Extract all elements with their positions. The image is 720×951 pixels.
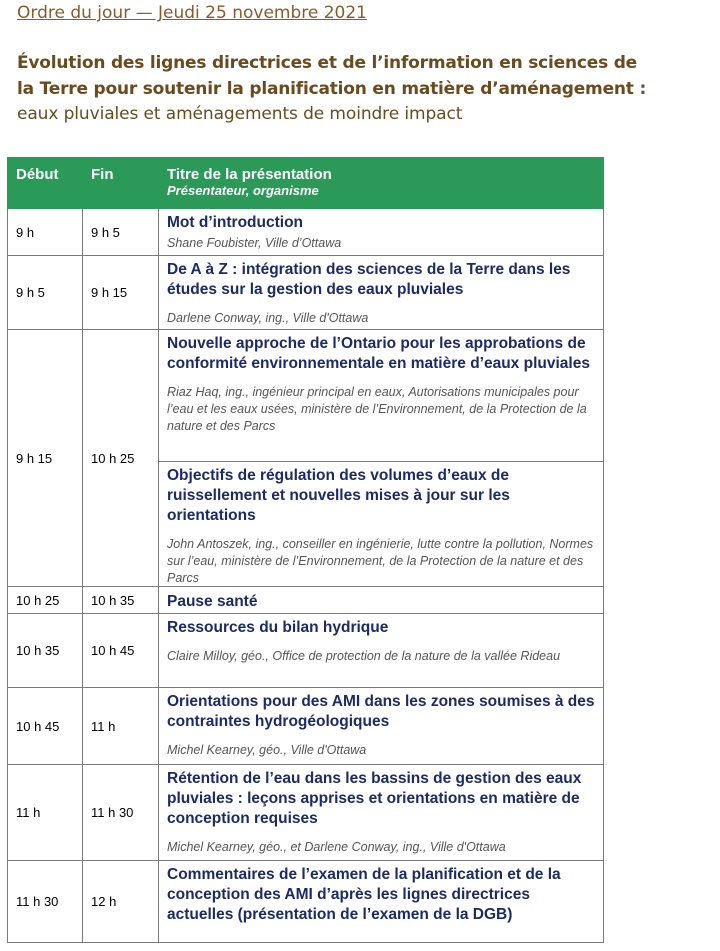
row-presentation (159, 765, 604, 861)
presentation-block (167, 209, 595, 254)
row-end-time: 10 h 35 (83, 587, 159, 614)
presenter-organization: Michel Kearney, géo., et Darlene Conway, ing., Ville d'Ottawa (167, 840, 506, 854)
presenter-organization: Darlene Conway, ing., Ville d'Ottawa (167, 311, 369, 325)
row-presentation (159, 587, 604, 614)
presentation-title: Mot d’introduction (167, 214, 304, 231)
agenda-body (8, 209, 604, 943)
row-start-time: 10 h 25 (8, 587, 83, 614)
table-row (8, 209, 604, 256)
presentation-title: Pause santé (167, 593, 258, 610)
presentation-block (167, 256, 595, 329)
table-row (8, 688, 604, 765)
presentation-title: Orientations pour des AMI dans les zones soumises à des contraintes hydrogéologiques (167, 693, 595, 730)
presentation-block (167, 765, 595, 858)
title-line-1: Évolution des lignes directrices et de l’information en sciences de (17, 53, 638, 73)
row-presentation (159, 256, 604, 330)
presenter-organization: Michel Kearney, géo., Ville d'Ottawa (167, 743, 367, 757)
row-end-time: 11 h (83, 688, 159, 765)
presentation-block (159, 461, 603, 586)
table-row (8, 330, 604, 587)
row-start-time: 9 h 5 (8, 256, 83, 330)
presentation-title: Commentaires de l’examen de la planification et de la conception des AMI d’après les lignes directrices actuelles (présentation de l’examen de la DGB) (167, 866, 561, 923)
title-line-2: la Terre pour soutenir la planification en matière d’aménagement : (17, 79, 647, 99)
presenter-organization: Claire Milloy, géo., Office de protection de la nature de la vallée Rideau (167, 649, 561, 663)
presentation-block (167, 861, 595, 925)
table-row (8, 861, 604, 943)
agenda-table (7, 157, 604, 943)
row-start-time: 9 h 15 (8, 330, 83, 587)
presentation-title: Rétention de l’eau dans les bassins de gestion des eaux pluviales : leçons apprises et orientations en matière de conception requises (167, 770, 582, 827)
row-end-time: 9 h 15 (83, 256, 159, 330)
header-end: Fin (83, 158, 159, 209)
header-title (159, 158, 604, 209)
table-row (8, 765, 604, 861)
presentation-title: Ressources du bilan hydrique (167, 619, 389, 636)
row-start-time: 11 h (8, 765, 83, 861)
presentation-title: De A à Z : intégration des sciences de la Terre dans les études sur la gestion des eaux pluviales (167, 261, 571, 298)
table-header-row (8, 158, 604, 209)
row-end-time: 12 h (83, 861, 159, 943)
header-title-main: Titre de la présentation (167, 166, 332, 183)
table-row (8, 256, 604, 330)
row-start-time: 10 h 35 (8, 614, 83, 688)
presentation-title: Objectifs de régulation des volumes d’eaux de ruissellement et nouvelles mises à jour sur les orientations (167, 467, 510, 524)
agenda-date-heading: Ordre du jour — Jeudi 25 novembre 2021 (17, 3, 367, 23)
row-start-time: 9 h (8, 209, 83, 256)
presentation-block (167, 588, 595, 612)
header-title-sub: Présentateur, organisme (167, 183, 319, 198)
presentation-block (167, 614, 595, 667)
row-end-time: 11 h 30 (83, 765, 159, 861)
table-row (8, 587, 604, 614)
row-presentation (159, 330, 604, 587)
presentation-title: Nouvelle approche de l’Ontario pour les approbations de conformité environnementale en matière d’eaux pluviales (167, 335, 590, 372)
row-presentation (159, 209, 604, 256)
presenter-organization: Riaz Haq, ing., ingénieur principal en eaux, Autorisations municipales pour l’eau et les eaux usées, ministère de l’Environnement, de la Protection de la nature et des Parcs (167, 385, 587, 433)
presenter-organization: John Antoszek, ing., conseiller en ingénierie, lutte contre la pollution, Normes sur l’eau, ministère de l’Environnement, de la Protection de la nature et des Parcs (167, 537, 594, 585)
presentation-block (167, 688, 595, 761)
presenter-organization: Shane Foubister, Ville d’Ottawa (167, 236, 342, 250)
row-presentation (159, 614, 604, 688)
row-start-time: 11 h 30 (8, 861, 83, 943)
row-presentation (159, 861, 604, 943)
row-end-time: 9 h 5 (83, 209, 159, 256)
row-end-time: 10 h 25 (83, 330, 159, 587)
document-title (17, 50, 647, 126)
row-presentation (159, 688, 604, 765)
row-end-time: 10 h 45 (83, 614, 159, 688)
presentation-block (159, 330, 603, 461)
header-start: Début (8, 158, 83, 209)
row-start-time: 10 h 45 (8, 688, 83, 765)
subtitle: eaux pluviales et aménagements de moindre impact (17, 104, 463, 124)
table-row (8, 614, 604, 688)
